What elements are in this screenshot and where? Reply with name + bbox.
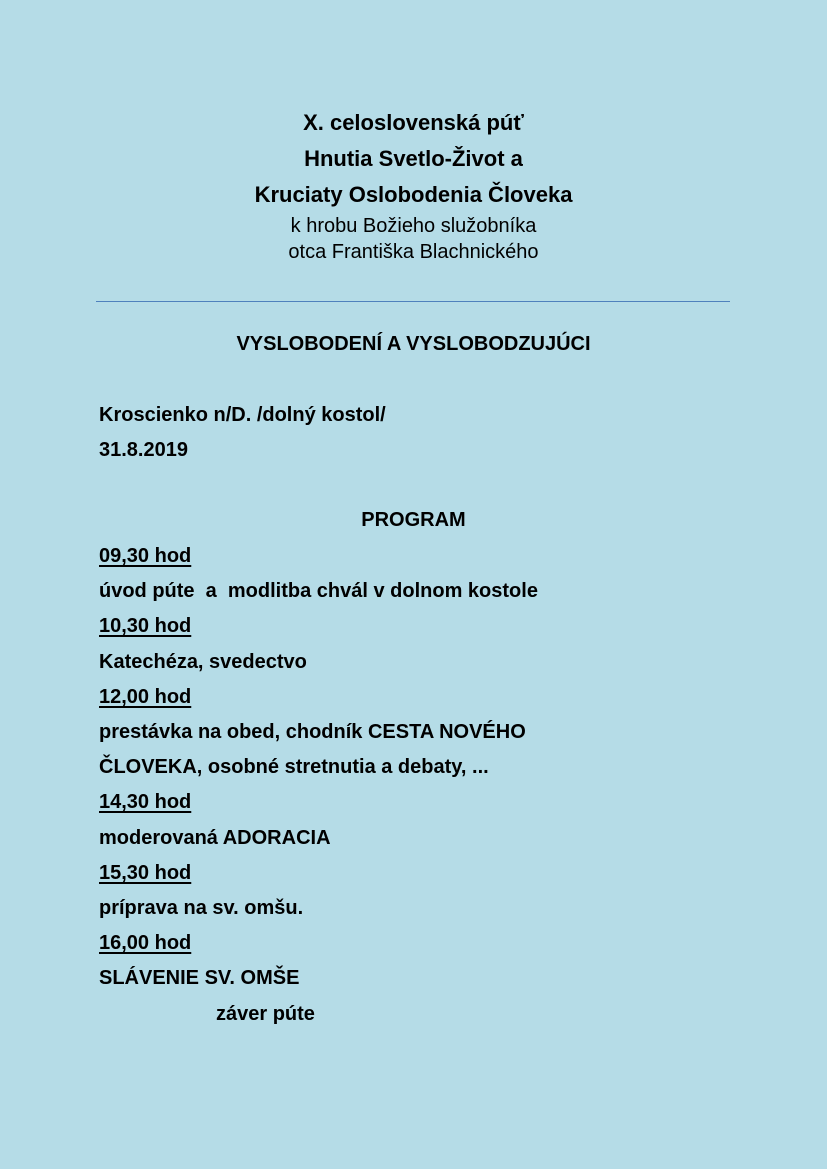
program-title: PROGRAM: [361, 509, 466, 531]
motto-heading: VYSLOBODENÍ A VYSLOBODZUJÚCI: [236, 333, 591, 355]
header-line-3: Kruciaty Oslobodenia Človeka: [254, 182, 573, 207]
closing-text: záver púte: [216, 1002, 315, 1025]
schedule-time: 10,30 hod: [99, 615, 192, 638]
schedule-time: 14,30 hod: [99, 791, 192, 814]
schedule-description: ČLOVEKA, osobné stretnutia a debaty, ...: [99, 756, 489, 779]
location-text: Kroscienko n/D. /dolný kostol/: [99, 404, 386, 426]
schedule-time: 16,00 hod: [99, 932, 192, 955]
horizontal-divider: [96, 301, 730, 302]
schedule-description: prestávka na obed, chodník CESTA NOVÉHO: [99, 721, 526, 744]
pilgrimage-header: [0, 105, 827, 265]
schedule-description: príprava na sv. omšu.: [99, 897, 304, 920]
date-text: 31.8.2019: [99, 439, 188, 461]
header-line-1: X. celoslovenská púť: [303, 110, 524, 135]
schedule-time: 12,00 hod: [99, 685, 192, 708]
schedule-description: SLÁVENIE SV. OMŠE: [99, 967, 300, 990]
schedule-description: Katechéza, svedectvo: [99, 650, 307, 673]
header-line-4: k hrobu Božieho služobníka: [290, 215, 537, 237]
header-line-5: otca Františka Blachnického: [288, 241, 539, 263]
schedule-description: úvod púte a modlitba chvál v dolnom kostole: [99, 580, 538, 603]
header-line-2: Hnutia Svetlo-Život a: [304, 146, 523, 171]
schedule-time: 15,30 hod: [99, 861, 192, 884]
place-and-date: [99, 398, 386, 468]
schedule-description: moderovaná ADORACIA: [99, 826, 331, 849]
schedule-time: 09,30 hod: [99, 545, 192, 567]
program-schedule: [99, 539, 799, 1032]
